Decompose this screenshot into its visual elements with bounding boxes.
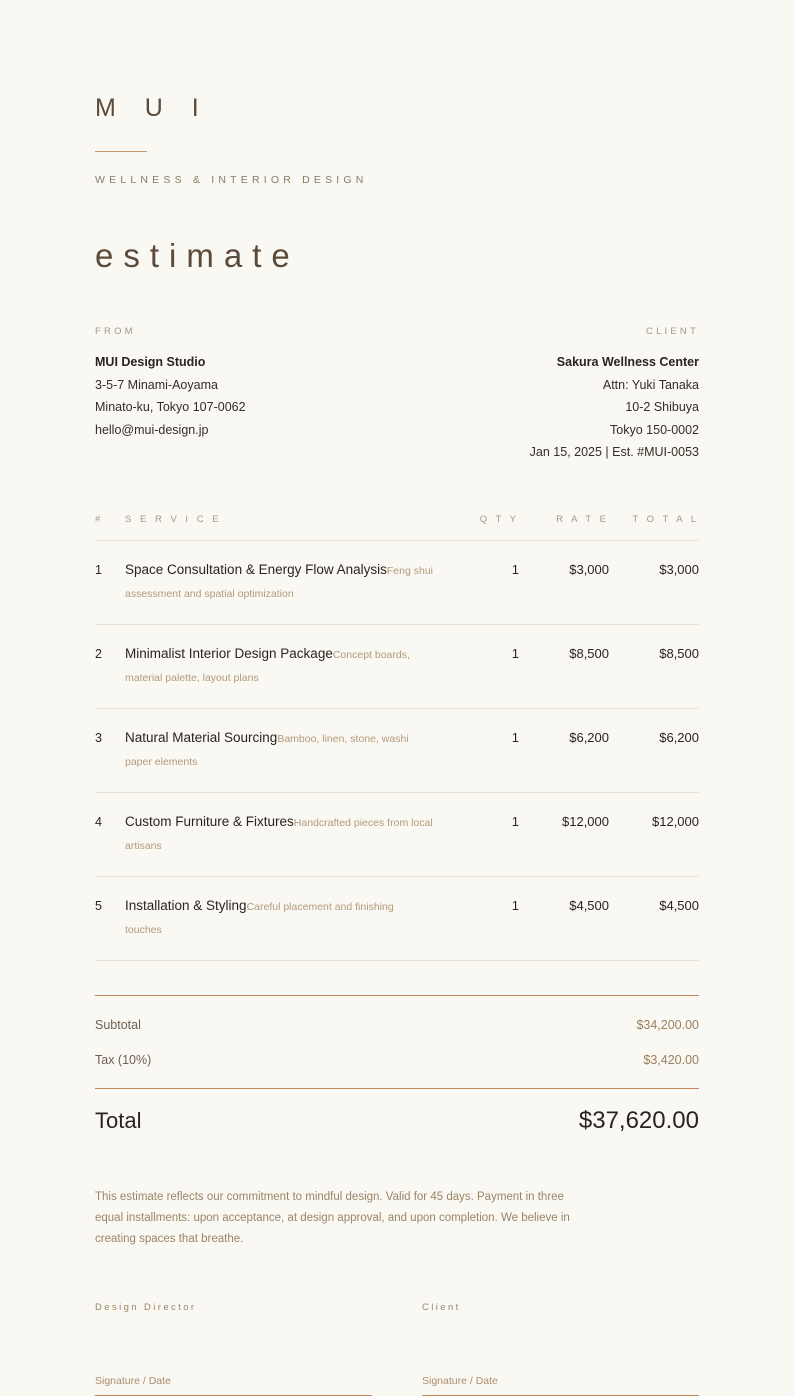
- row-rate: $8,500: [569, 645, 609, 661]
- row-rate: $3,000: [569, 561, 609, 577]
- row-total: $3,000: [659, 561, 699, 577]
- subtotal-row: [95, 1018, 699, 1032]
- row-service-name: Space Consultation & Energy Flow Analysis: [125, 561, 387, 577]
- row-service: [125, 643, 449, 689]
- subtotal-value: $34,200.00: [636, 1017, 699, 1032]
- row-total: $4,500: [659, 897, 699, 913]
- row-number: 5: [95, 898, 102, 913]
- from-label: FROM: [95, 325, 136, 337]
- row-total: $12,000: [652, 813, 699, 829]
- signature-block-director: [95, 1302, 372, 1396]
- client-attn: Attn: Yuki Tanaka: [602, 377, 699, 392]
- row-qty: 1: [511, 813, 519, 829]
- grand-total-row: [95, 1088, 699, 1135]
- row-service: [125, 811, 449, 857]
- table-header-row: [95, 514, 699, 541]
- from-email: hello@mui-design.jp: [95, 422, 209, 437]
- row-service-note: Careful placement and finishing touches: [125, 900, 394, 936]
- from-line: Minato-ku, Tokyo 107-0062: [95, 400, 246, 415]
- row-service: [125, 727, 449, 773]
- row-service-note: Concept boards, material palette, layout plans: [125, 648, 410, 684]
- from-name: MUI Design Studio: [95, 355, 206, 370]
- header-qty: Q T Y: [479, 513, 519, 525]
- row-rate: $6,200: [569, 729, 609, 745]
- table-row: [95, 793, 699, 877]
- row-service-name: Natural Material Sourcing: [125, 729, 278, 745]
- brand-divider: [95, 151, 147, 152]
- header-service: S E R V I C E: [125, 513, 222, 525]
- client-line: Tokyo 150-0002: [610, 422, 699, 437]
- client-label: CLIENT: [646, 325, 699, 337]
- row-service-note: Handcrafted pieces from local artisans: [125, 816, 433, 852]
- tax-label: Tax (10%): [95, 1052, 152, 1067]
- row-number: 4: [95, 814, 102, 829]
- row-qty: 1: [511, 897, 519, 913]
- brand-logo: M U I: [95, 94, 210, 122]
- estimate-meta: Jan 15, 2025 | Est. #MUI-0053: [529, 445, 699, 460]
- signature-block-client: [422, 1302, 699, 1396]
- signature-hint: Signature / Date: [95, 1374, 171, 1387]
- table-row: [95, 877, 699, 961]
- client-block: [530, 326, 699, 464]
- table-row: [95, 709, 699, 793]
- signature-role: Design Director: [95, 1301, 197, 1313]
- client-name: Sakura Wellness Center: [556, 355, 699, 370]
- signatures-section: [95, 1302, 699, 1396]
- row-rate: $4,500: [569, 897, 609, 913]
- from-block: [95, 326, 246, 464]
- row-qty: 1: [511, 561, 519, 577]
- row-rate: $12,000: [562, 813, 609, 829]
- table-row: [95, 625, 699, 709]
- row-service-name: Minimalist Interior Design Package: [125, 645, 333, 661]
- from-line: 3-5-7 Minami-Aoyama: [95, 377, 218, 392]
- brand-header: [95, 0, 699, 186]
- signature-role: Client: [422, 1301, 461, 1313]
- terms-note: This estimate reflects our commitment to mindful design. Valid for 45 days. Payment in three equal installments: upon acceptance, at design approval, and upon completion. We believe in creating spaces that breathe.: [95, 1190, 570, 1245]
- tax-row: [95, 1053, 699, 1067]
- grand-total-label: Total: [95, 1107, 142, 1133]
- brand-tagline: WELLNESS & INTERIOR DESIGN: [95, 173, 368, 186]
- client-line: 10-2 Shibuya: [625, 400, 699, 415]
- row-service-note: Bamboo, linen, stone, washi paper elements: [125, 732, 409, 768]
- tax-value: $3,420.00: [643, 1052, 699, 1067]
- row-number: 2: [95, 646, 102, 661]
- row-service-name: Installation & Styling: [125, 897, 247, 913]
- subtotal-label: Subtotal: [95, 1017, 141, 1032]
- header-number: #: [95, 513, 104, 525]
- signature-hint: Signature / Date: [422, 1374, 498, 1387]
- header-total: T O T A L: [632, 513, 699, 525]
- line-items-table: [95, 514, 699, 961]
- row-service-note: Feng shui assessment and spatial optimization: [125, 564, 434, 600]
- row-total: $8,500: [659, 645, 699, 661]
- row-service-name: Custom Furniture & Fixtures: [125, 813, 294, 829]
- table-row: [95, 541, 699, 625]
- grand-total-value: $37,620.00: [578, 1106, 699, 1134]
- row-number: 3: [95, 730, 102, 745]
- totals-section: [95, 995, 699, 1135]
- row-number: 1: [95, 562, 102, 577]
- row-total: $6,200: [659, 729, 699, 745]
- header-rate: R A T E: [556, 513, 609, 525]
- row-qty: 1: [511, 729, 519, 745]
- row-service: [125, 559, 449, 605]
- row-qty: 1: [511, 645, 519, 661]
- parties-section: [95, 326, 699, 464]
- row-service: [125, 895, 449, 941]
- page-title: estimate: [95, 236, 300, 274]
